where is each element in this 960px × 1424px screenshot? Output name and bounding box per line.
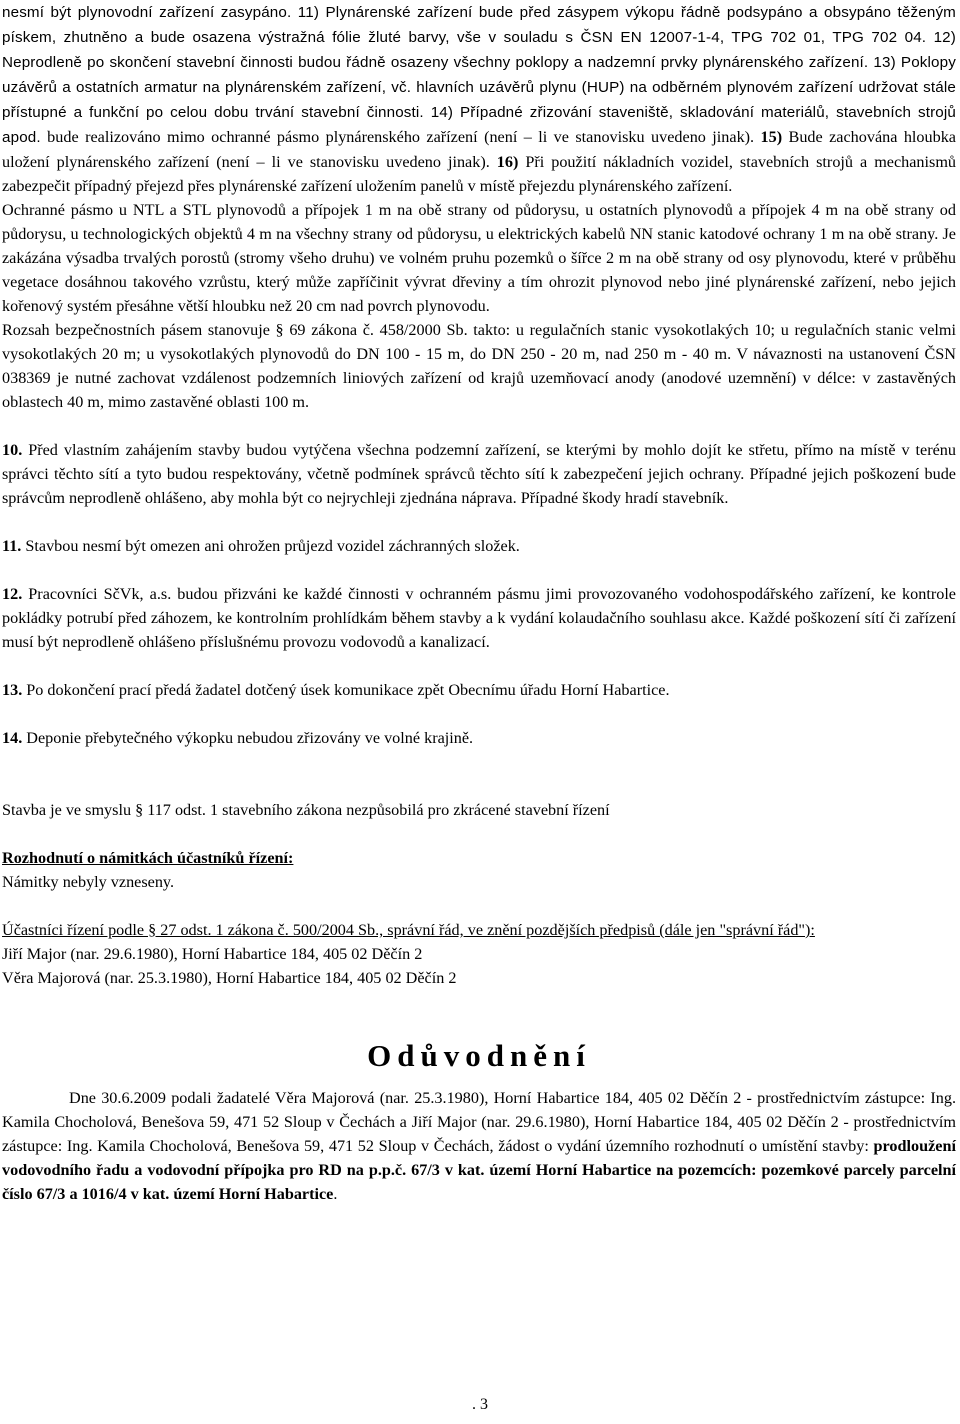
- paragraph-plyn-conditions: [2, 0, 956, 198]
- oduvodneni-text: Dne 30.6.2009 podali žadatelé Věra Majorová (nar. 25.3.1980), Horní Habartice 184, 405 02 Děčín 2 - prostřednictvím zástupce: Ing. Kamila Chocholová, Benešova 59, 471 52 Sloup v Čechách a Jiří Major (nar. 29.6.1980), Horní Habartice 184, 405 02 Děčín 2 - prostřednictvím zástupce: Ing. Kamila Chocholová, Benešova 59, 471 52 Sloup v Čechách, žádost o vydání územního rozhodnutí o umístění stavby:: [2, 1089, 956, 1155]
- item-number: 11.: [2, 537, 22, 555]
- condition-text: Před vlastním zahájením stavby budou vytýčena všechna podzemní zařízení, se kterými by mohlo dojít ke střetu, přímo na místě v terénu správci těchto sítí a tyto budou respektovány, včetně podmínek správců těchto sítí k zabezpečení jejich ochrany. Případné jejich poškození bude správcům neprodleně ohlášeno, aby mohla být co nejrychleji zjednána náprava. Případné škody hradí stavebník.: [2, 441, 956, 507]
- item-number: 13.: [2, 681, 23, 699]
- namitky-text: Námitky nebyly vzneseny.: [2, 873, 175, 891]
- item-number: 14.: [2, 729, 23, 747]
- oduvodneni-paragraph: [2, 1086, 956, 1206]
- oduvodneni-bold: prodloužení vodovodního řadu a vodovodní přípojka pro RD na p.p.č. 67/3 v kat. území Horní Habartice na pozemcích: pozemkové parcely parcelní číslo 67/3 a 1016/4 v kat. území Horní Habartice: [2, 1137, 956, 1203]
- item-number: 16): [496, 153, 519, 171]
- namitky-heading-text: Rozhodnutí o námitkách účastníků řízení:: [2, 849, 294, 867]
- stavba-statement: Stavba je ve smyslu § 117 odst. 1 stavebního zákona nezpůsobilá pro zkrácené stavební řízení: [2, 801, 610, 819]
- ucastnik-line: Věra Majorová (nar. 25.3.1980), Horní Habartice 184, 405 02 Děčín 2: [2, 969, 457, 987]
- paragraph-bezpecnostni-pasma: Rozsah bezpečnostních pásem stanovuje § 69 zákona č. 458/2000 Sb. takto: u regulačních stanic vysokotlakých 10; u regulačních stanic velmi vysokotlakých 20 m; u vysokotlakých plynovodů do DN 100 - 15 m, do DN 250 - 20 m, nad 250 m - 40 m. V návaznosti na ustanovení ČSN 038369 je nutné zachovat vzdálenost podzemních liniových zařízení od krajů uzemňovací anody (anodové uzemnění) v délce: v zastavěných oblastech 40 m, mimo zastavěné oblasti 100 m.: [2, 321, 956, 411]
- condition-10: [2, 438, 956, 510]
- item-number: 15): [760, 128, 783, 146]
- text-run: Při použití nákladních vozidel, stavebních strojů a mechanismů zabezpečit případný přejezd přes plynárenské zařízení uložením panelů v místě přejezdu plynárenského zařízení.: [2, 153, 957, 195]
- ucastnici-heading-text: Účastníci řízení podle § 27 odst. 1 zákona č. 500/2004 Sb., správní řád, ve znění pozdějších předpisů (dále jen "správní řád"):: [2, 921, 815, 939]
- text-run: bude realizováno mimo ochranné pásmo plynárenského zařízení (není – li ve stanovisku uvedeno jinak).: [40, 128, 761, 146]
- paragraph-ochranne-pasmo: Ochranné pásmo u NTL a STL plynovodů a přípojek 1 m na obě strany od půdorysu, u ostatních plynovodů a přípojek 4 m na obě strany od půdorysu, u technologických objektů 4 m na všechny strany od půdorysu, u elektrických kabelů NN stanic katodové ochrany 1 m na obě strany. Je zakázána výsadba trvalých porostů (stromy všeho druhu) ve volném pruhu pozemků o šířce 2 m na obě strany od osy plynovodu, které v průběhu vegetace dosáhnou takového vzrůstu, který může zapříčinit vývrat dřeviny a tím ohrozit plynovod nebo jiné plynárenské zařízení, nebo jejich kořenový systém přesáhne větší hloubku než 20 cm nad povrch plynovodu.: [2, 201, 956, 315]
- oduvodneni-end: .: [333, 1185, 338, 1203]
- ucastnici-heading: [2, 918, 956, 942]
- condition-13: [2, 678, 956, 702]
- condition-11: [2, 534, 956, 558]
- oduvodneni-title: Odůvodnění: [367, 1038, 591, 1073]
- text-run: nesmí být plynovodní zařízení zasypáno. 11) Plynárenské zařízení bude před zásypem výkopu řádně podsypáno a obsypáno těženým pískem, zhutněno a bude osazena výstražná fólie žluté barvy, vše v souladu s: [2, 4, 956, 46]
- text-run: ČSN EN 12007-1-4, TPG 702 01, TPG 702 04. 12) Neprodleně po skončení stavební činnosti budou řádně osazeny všechny poklopy a nadzemní prvky plynárenského zařízení. 13) Poklopy uzávěrů a ostatních armatur na plynárenském zařízení, vč. hlavních uzávěrů plynu (HUP) na odběrném plynovém zařízení udržovat stále přístupné a funkční po celou dobu trvání stavební činnosti. 14) Případné zřizování staveniště, skladování materiálů, stavebních strojů apod.: [2, 29, 956, 146]
- condition-12: [2, 582, 956, 654]
- condition-text: Stavbou nesmí být omezen ani ohrožen průjezd vozidel záchranných složek.: [21, 537, 520, 555]
- ucastnik-line: Jiří Major (nar. 29.6.1980), Horní Habartice 184, 405 02 Děčín 2: [2, 945, 423, 963]
- item-number: 12.: [2, 585, 23, 603]
- condition-text: Pracovníci SčVk, a.s. budou přizváni ke každé činnosti v ochranném pásmu jimi provozovaného vodohospodářského zařízení, ke kontrole pokládky potrubí před záhozem, ke kontrolním prohlídkám během stavby a k vydání kolaudačního souhlasu akce. Každé poškození sítí či zařízení musí být neprodleně ohlášeno příslušnému provozu vodovodů a kanalizací.: [2, 585, 956, 651]
- item-number: 10.: [2, 441, 23, 459]
- condition-text: Po dokončení prací předá žadatel dotčený úsek komunikace zpět Obecnímu úřadu Horní Habartice.: [22, 681, 670, 699]
- page-number: . 3: [472, 1396, 488, 1413]
- text-run: Bude zachována hloubka uložení plynárenského zařízení (není – li ve stanovisku uvedeno jinak).: [2, 128, 956, 171]
- condition-14: [2, 726, 956, 750]
- namitky-heading: [2, 846, 956, 870]
- condition-text: Deponie přebytečného výkopku nebudou zřizovány ve volné krajině.: [22, 729, 474, 747]
